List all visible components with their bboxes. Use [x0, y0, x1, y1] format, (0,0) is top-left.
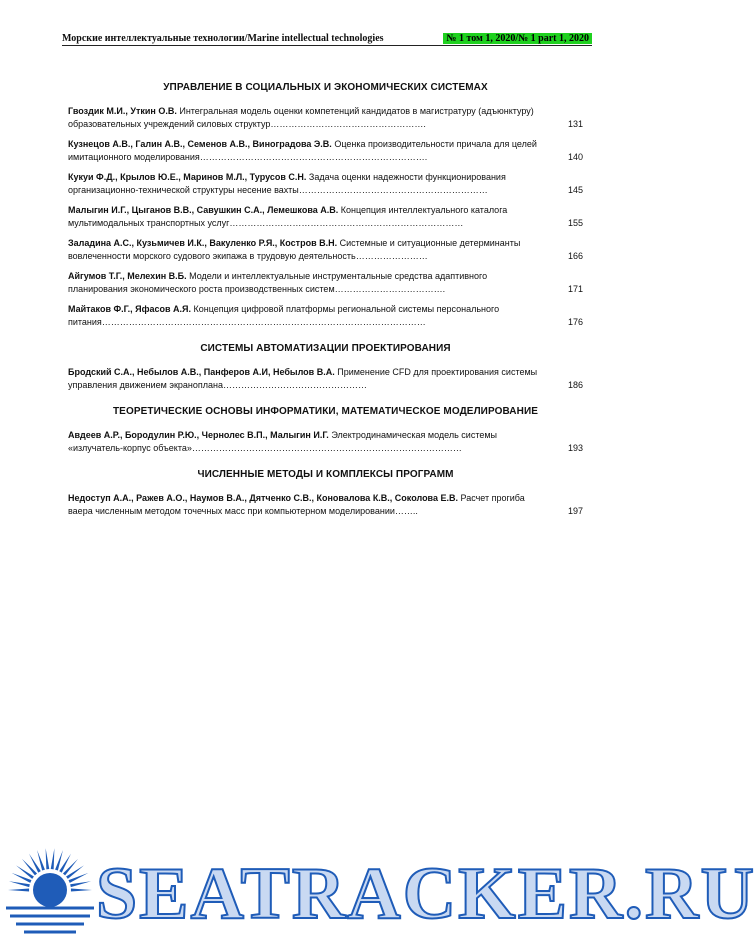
toc-section — [68, 406, 583, 454]
entry-title: Модели и интеллектуальные инструментальные средства адаптивного планирования экономического роста производственных систем………………………………. — [68, 271, 488, 294]
toc-entry — [68, 138, 583, 163]
entry-title: Интегральная модель оценки компетенций кандидатов в магистратуру (адъюнктуру) образовательных учреждений силовых структур……………………………………………. — [68, 106, 534, 129]
section-title: ЧИСЛЕННЫЕ МЕТОДЫ И КОМПЛЕКСЫ ПРОГРАММ — [197, 469, 454, 480]
entry-title: Электродинамическая модель системы «излучатель-корпус объекта»……………………………………………………………………………… — [68, 430, 497, 453]
table-of-contents — [68, 82, 583, 532]
toc-section — [68, 469, 583, 517]
section-title: СИСТЕМЫ АВТОМАТИЗАЦИИ ПРОЕКТИРОВАНИЯ — [200, 343, 451, 354]
entry-page-number: 171 — [567, 283, 583, 294]
journal-title: Морские интеллектуальные технологии/Marine intellectual technologies — [62, 33, 384, 44]
toc-entry — [68, 237, 583, 262]
toc-entry — [68, 366, 583, 391]
entry-authors: Бродский С.А., Небылов А.В., Панферов А.И, Небылов В.А. — [68, 367, 335, 377]
toc-entry — [68, 171, 583, 196]
entry-page-number: 186 — [567, 379, 583, 390]
toc-entry — [68, 492, 583, 517]
issue-badge: № 1 том 1, 2020/№ 1 part 1, 2020 — [443, 33, 592, 44]
toc-entry — [68, 105, 583, 130]
running-header — [62, 33, 592, 46]
entry-title: Системные и ситуационные детерминанты вовлеченности морского судового экипажа в трудовую деятельность…………………… — [68, 238, 521, 261]
entry-page-number: 193 — [567, 442, 583, 453]
toc-entry — [68, 429, 583, 454]
entry-authors: Гвоздик М.И., Уткин О.В. — [68, 106, 177, 116]
entry-title: Концепция цифровой платформы региональной системы персонального питания……………………………………………………………………………………………… — [68, 304, 500, 327]
entry-page-number: 155 — [567, 217, 583, 228]
watermark — [0, 846, 756, 944]
entry-title: Применение CFD для проектирования системы управления движением экраноплана………………………………………… — [68, 367, 538, 390]
entry-page-number: 131 — [567, 118, 583, 129]
sun-icon — [4, 846, 96, 944]
toc-entry — [68, 303, 583, 328]
entry-authors: Недоступ А.А., Ражев А.О., Наумов В.А., Дятченко С.В., Коновалова К.В., Соколова Е.В. — [68, 493, 458, 503]
entry-authors: Авдеев А.Р., Бородулин Р.Ю., Чернолес В.П., Малыгин И.Г. — [68, 430, 329, 440]
entry-authors: Айгумов Т.Г., Мелехин В.Б. — [68, 271, 187, 281]
entry-page-number: 197 — [567, 505, 583, 516]
entry-title: Расчет прогиба ваера численным методом точечных масс при компьютерном моделировании…….. — [68, 493, 525, 516]
toc-section — [68, 343, 583, 391]
entry-page-number: 145 — [567, 184, 583, 195]
entry-page-number: 176 — [567, 316, 583, 327]
toc-entry — [68, 204, 583, 229]
toc-entry — [68, 270, 583, 295]
entry-title: Оценка производительности причала для целей имитационного моделирования…………………………………………………………………. — [68, 139, 537, 162]
section-title: УПРАВЛЕНИЕ В СОЦИАЛЬНЫХ И ЭКОНОМИЧЕСКИХ СИСТЕМАХ — [163, 82, 488, 93]
entry-page-number: 166 — [567, 250, 583, 261]
section-title: ТЕОРЕТИЧЕСКИЕ ОСНОВЫ ИНФОРМАТИКИ, МАТЕМАТИЧЕСКОЕ МОДЕЛИРОВАНИЕ — [112, 406, 539, 417]
entry-authors: Малыгин И.Г., Цыганов В.В., Савушкин С.А., Лемешкова А.В. — [68, 205, 339, 215]
watermark-text: SEATRACKER.RU — [96, 853, 756, 935]
entry-title: Задача оценки надежности функционирования организационно-технической структуры несение вахты……………………………………………………… — [68, 172, 506, 195]
entry-authors: Кукуи Ф.Д., Крылов Ю.Е., Маринов М.Л., Турусов С.Н. — [68, 172, 307, 182]
toc-section — [68, 82, 583, 328]
entry-title: Концепция интеллектуального каталога мультимодальных транспортных услуг…………………………………………………………………… — [68, 205, 508, 228]
entry-authors: Заладина А.С., Кузьмичев И.К., Вакуленко Р.Я., Костров В.Н. — [68, 238, 338, 248]
entry-page-number: 140 — [567, 151, 583, 162]
entry-authors: Майтаков Ф.Г., Яфасов А.Я. — [68, 304, 191, 314]
entry-authors: Кузнецов А.В., Галин А.В., Семенов А.В., Виноградова Э.В. — [68, 139, 332, 149]
